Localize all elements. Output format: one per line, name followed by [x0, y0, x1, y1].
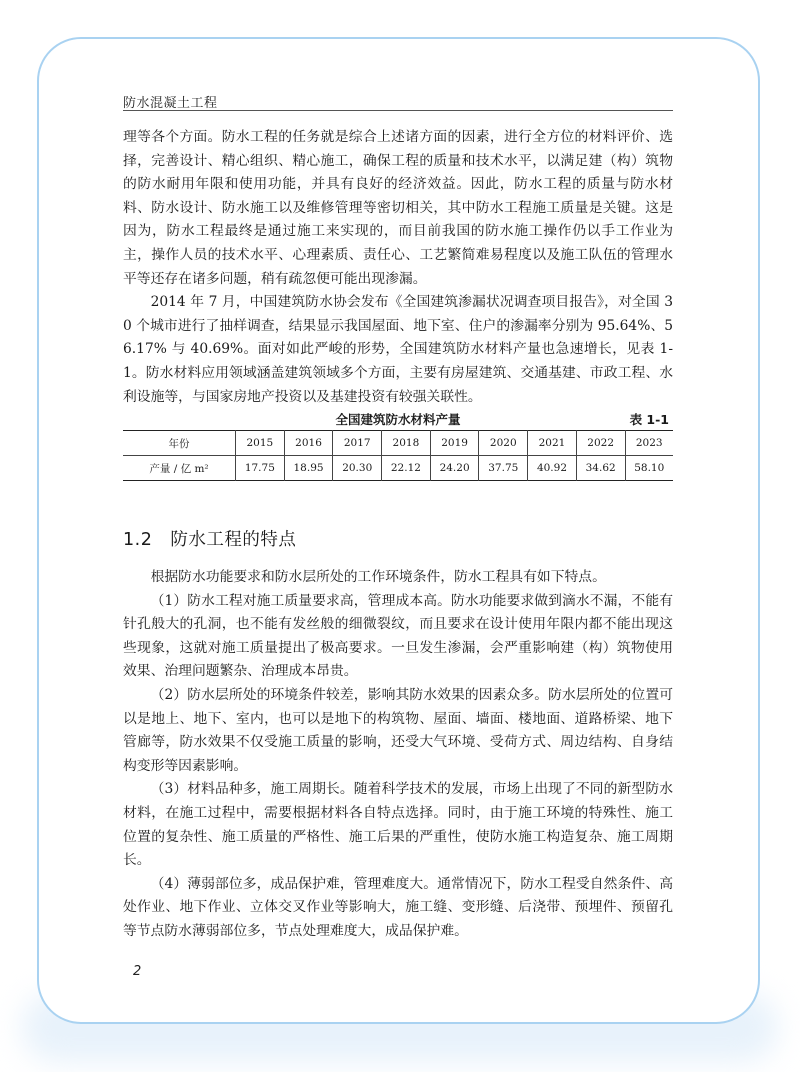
paragraph: （2）防水层所处的环境条件较差，影响其防水效果的因素众多。防水层所处的位置可以是地上、地下、室内，也可以是地下的构筑物、屋面、墙面、楼地面、道路桥梁、地下管廊等，防水效果不仅受施工质量的影响，还受大气环境、受荷方式、周边结构、自身结构变形等因素影响。 [123, 686, 673, 774]
row-label-output: 产量 / 亿 m² [149, 462, 209, 475]
section-heading [123, 526, 296, 551]
table-row [123, 456, 673, 481]
table-number: 表 1-1 [629, 412, 669, 427]
year-cell: 2022 [576, 431, 625, 456]
header-rule [123, 110, 673, 111]
output-cell: 24.20 [430, 456, 479, 481]
paragraph: 根据防水功能要求和防水层所处的工作环境条件，防水工程具有如下特点。 [150, 569, 606, 585]
paragraph: （4）薄弱部位多，成品保护难，管理难度大。通常情况下，防水工程受自然条件、高处作业、地下作业、立体交叉作业等影响大，施工缝、变形缝、后浇带、预埋件、预留孔等节点防水薄弱部位多，节点处理难度大，成品保护难。 [123, 875, 673, 939]
production-table [123, 430, 673, 481]
output-cell: 22.12 [382, 456, 431, 481]
output-cell: 18.95 [284, 456, 333, 481]
year-cell: 2015 [236, 431, 285, 456]
paragraph: 2014 年 7 月，中国建筑防水协会发布《全国建筑渗漏状况调查项目报告》，对全国 30 个城市进行了抽样调查，结果显示我国屋面、地下室、住户的渗漏率分别为 95.64%、56.17% 与 40.69%。面对如此严峻的形势，全国建筑防水材料产量也急速增长，见表 1-1。防水材料应用领域涵盖建筑领域多个方面，主要有房屋建筑、交通基建、市政工程、水利设施等，与国家房地产投资以及基建投资有较强关联性。 [123, 294, 673, 405]
output-cell: 37.75 [479, 456, 528, 481]
year-cell: 2019 [430, 431, 479, 456]
body-text-top [123, 126, 673, 409]
running-head: 防水混凝土工程 [123, 96, 218, 111]
output-cell: 20.30 [333, 456, 382, 481]
body-text-bottom [123, 566, 673, 944]
year-cell: 2020 [479, 431, 528, 456]
paragraph: （3）材料品种多，施工周期长。随着科学技术的发展，市场上出现了不同的新型防水材料，在施工过程中，需要根据材料各自特点选择。同时，由于施工环境的特殊性、施工位置的复杂性、施工质量的严格性、施工后果的严重性，使防水施工构造复杂、施工周期长。 [123, 781, 673, 869]
paragraph: （1）防水工程对施工质量要求高，管理成本高。防水功能要求做到滴水不漏，不能有针孔般大的孔洞，也不能有发丝般的细微裂纹，而且要求在设计使用年限内都不能出现这些现象，这就对施工质量提出了极高要求。一旦发生渗漏，会严重影响建（构）筑物使用效果、治理问题繁杂、治理成本昂贵。 [123, 592, 673, 680]
table-block [123, 408, 673, 481]
page-number: 2 [133, 964, 142, 979]
output-cell: 17.75 [236, 456, 285, 481]
output-cell: 34.62 [576, 456, 625, 481]
output-cell: 40.92 [528, 456, 577, 481]
year-cell: 2018 [382, 431, 431, 456]
year-cell: 2017 [333, 431, 382, 456]
table-header-row [123, 431, 673, 456]
row-label-year: 年份 [123, 431, 236, 456]
section-title: 防水工程的特点 [170, 530, 297, 550]
table-title: 全国建筑防水材料产量 [335, 412, 461, 427]
paragraph: 理等各个方面。防水工程的任务就是综合上述诸方面的因素，进行全方位的材料评价、选择，完善设计、精心组织、精心施工，确保工程的质量和技术水平，以满足建（构）筑物的防水耐用年限和使用功能，并具有良好的经济效益。因此，防水工程的质量与防水材料、防水设计、防水施工以及维修管理等密切相关，其中防水工程施工质量是关键。这是因为，防水工程最终是通过施工来实现的，而目前我国的防水施工操作仍以手工作业为主，操作人员的技术水平、心理素质、责任心、工艺繁简难易程度以及施工队伍的管理水平等还存在诸多问题，稍有疏忽便可能出现渗漏。 [123, 129, 673, 287]
book-page [123, 0, 673, 1072]
year-cell: 2021 [528, 431, 577, 456]
table-caption [123, 408, 673, 430]
year-cell: 2016 [284, 431, 333, 456]
output-cell: 58.10 [625, 456, 673, 481]
section-number: 1.2 [123, 530, 153, 550]
year-cell: 2023 [625, 431, 673, 456]
